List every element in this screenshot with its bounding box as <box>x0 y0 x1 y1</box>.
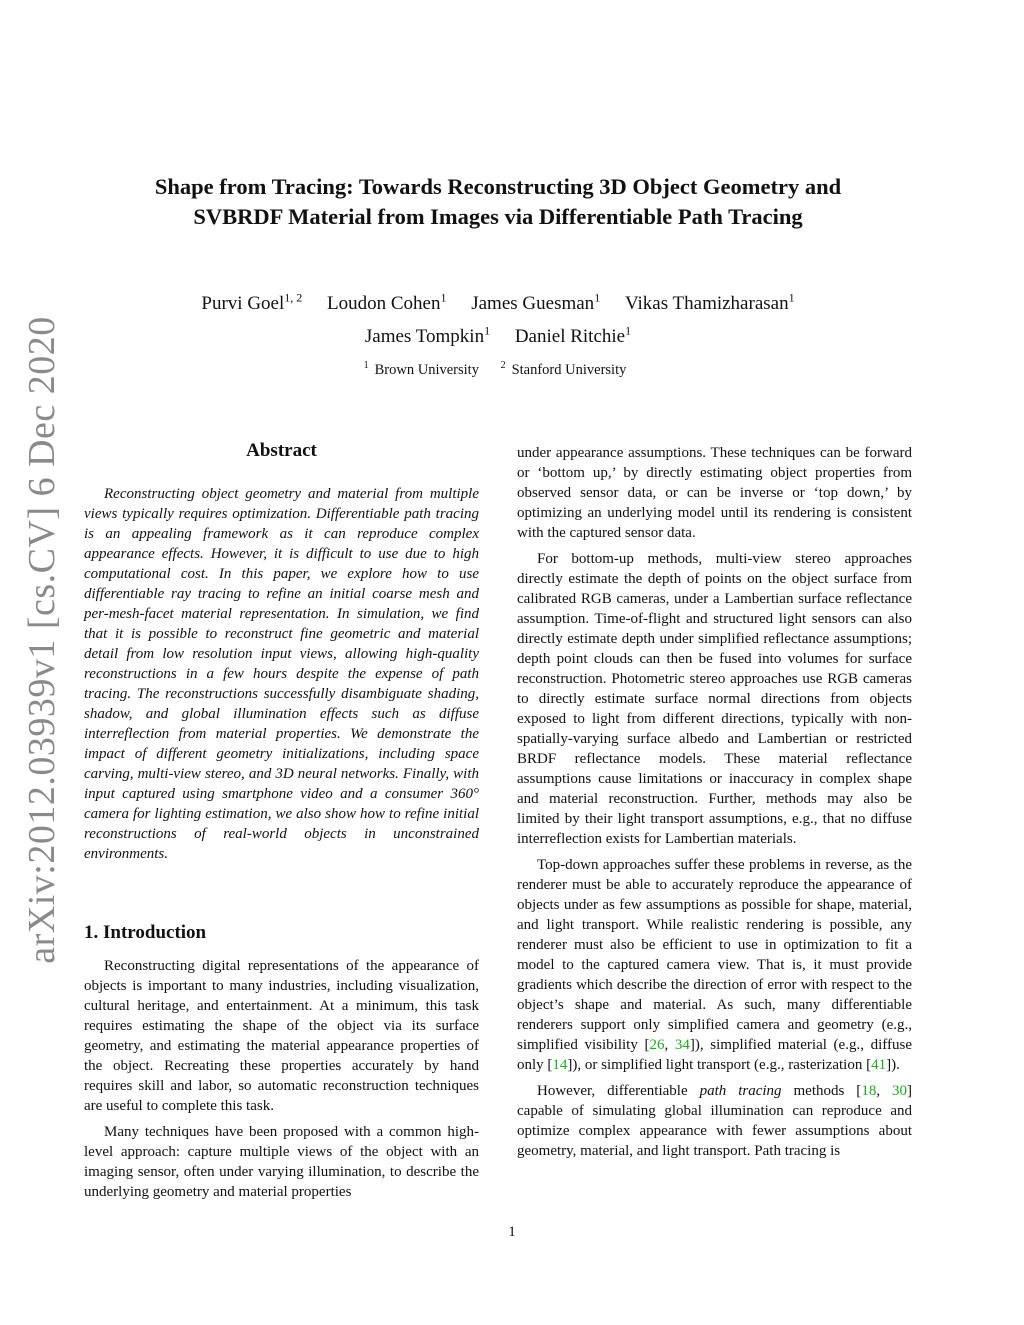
citation-link[interactable]: 14 <box>552 1057 568 1073</box>
page-number: 1 <box>508 1224 516 1240</box>
author: Vikas Thamizharasan$^1$ <box>624 291 795 315</box>
left-column <box>84 440 479 1208</box>
author: Loudon Cohen$^1$ <box>327 291 447 315</box>
arxiv-identifier: arXiv:2012.03939v1 [cs.CV] 6 Dec 2020 <box>21 316 63 964</box>
introduction-heading: 1. Introduction <box>84 922 207 943</box>
citation-link[interactable]: 34 <box>674 1037 690 1053</box>
author: James Tompkin$^1$ <box>364 323 491 347</box>
author: Daniel Ritchie$^1$ <box>514 323 632 347</box>
intro-paragraph-2: Many techniques have been proposed with a common high-level approach: capture multiple views of the object with an imaging sensor, often under varying illumination, to describe the underlying geometry and material properties <box>84 1124 479 1200</box>
title-line-2: SVBRDF Material from Images via Differentiable Path Tracing <box>193 204 803 229</box>
citation-link[interactable]: 26 <box>649 1037 665 1053</box>
abstract-heading: Abstract <box>246 440 317 461</box>
paragraph-path-tracing: However, differentiable path tracing methods [18, 30] capable of simulating global illumination can reproduce and optimize complex appearance with fewer assumptions about geometry, material, and light transport. Path tracing is <box>517 1083 913 1159</box>
paper-title <box>100 172 896 232</box>
intro-paragraph-1: Reconstructing digital representations of the appearance of objects is important to many industries, including visualization, cultural heritage, and entertainment. At a minimum, this task requires estimating the shape of the object via its surface geometry, and estimating the material appearance properties of the object. Recreating these properties accurately by hand requires skill and labor, so automatic reconstruction techniques are useful to complete this task. <box>84 958 479 1114</box>
author: James Guesman$^1$ <box>471 291 601 315</box>
paragraph-top-down: Top-down approaches suffer these problems in reverse, as the renderer must be able to accurately reproduce the appearance of objects under as few assumptions as possible for shape, material, and light transport. While realistic rendering is possible, any renderer must also be efficient to use in optimization to fit a model to the captured camera view. That is, it must provide gradients which describe the direction of error with respect to the object’s shape and material. As such, many differentiable renderers support only simplified camera and geometry (e.g., simplified visibility [26, 34]), simplified material (e.g., diffuse only [14]), or simplified light transport (e.g., rasterization [41]). <box>517 857 912 1073</box>
author: Purvi Goel$^{1, 2}$ <box>201 291 303 315</box>
affiliation: $^2$ Stanford University <box>500 360 627 378</box>
abstract-text: Reconstructing object geometry and material from multiple views typically requires optimization. Differentiable path tracing is an appealing framework as it can reproduce complex appearance effects. However, it is difficult to use due to high computational cost. In this paper, we explore how to use differentiable ray tracing to refine an initial coarse mesh and per-mesh-facet material representation. In simulation, we find that it is possible to reconstruct fine geometric and material detail from low resolution input views, allowing high-quality reconstructions in a few hours despite the expense of path tracing. The reconstructions successfully disambiguate shading, shadow, and global illumination effects such as diffuse interreflection from material properties. We demonstrate the impact of different geometry initializations, including space carving, multi-view stereo, and 3D neural networks. Finally, with input captured using smartphone video and a consumer 360° camera for lighting estimation, we also show how to refine initial reconstructions of real-world objects in unconstrained environments. <box>84 486 479 862</box>
author-list <box>100 285 896 350</box>
right-column <box>517 440 912 1167</box>
citation-link[interactable]: 41 <box>871 1057 887 1073</box>
paragraph-bottom-up: For bottom-up methods, multi-view stereo approaches directly estimate the depth of points on the object surface from calibrated RGB cameras, under a Lambertian surface reflectance assumption. Time-of-flight and structured light sensors can also directly estimate depth under simplified reflectance assumptions; depth point clouds can then be fused into volumes for surface reconstruction. Photometric stereo approaches use RGB cameras to directly estimate surface normal directions from objects exposed to light from different directions, typically with non-spatially-varying surface albedo and Lambertian or restricted BRDF reflectance models. These material reflectance assumptions cause limitations or inaccuracy in complex shape and material reconstruction. Further, methods may also be limited by their light transport assumptions, e.g., that no diffuse interreflection exists for Lambertian materials. <box>517 551 912 847</box>
affiliation: $^1$ Brown University <box>363 360 479 378</box>
affiliations <box>100 360 896 379</box>
citation-link[interactable]: 18 <box>861 1083 877 1099</box>
paragraph-continued: under appearance assumptions. These techniques can be forward or ‘bottom up,’ by directly estimating object properties from observed sensor data, or can be inverse or ‘top down,’ by optimizing an underlying model until its rendering is consistent with the captured sensor data. <box>517 445 912 541</box>
citation-link[interactable]: 30 <box>892 1083 908 1099</box>
title-line-1: Shape from Tracing: Towards Reconstructing 3D Object Geometry and <box>154 174 842 199</box>
